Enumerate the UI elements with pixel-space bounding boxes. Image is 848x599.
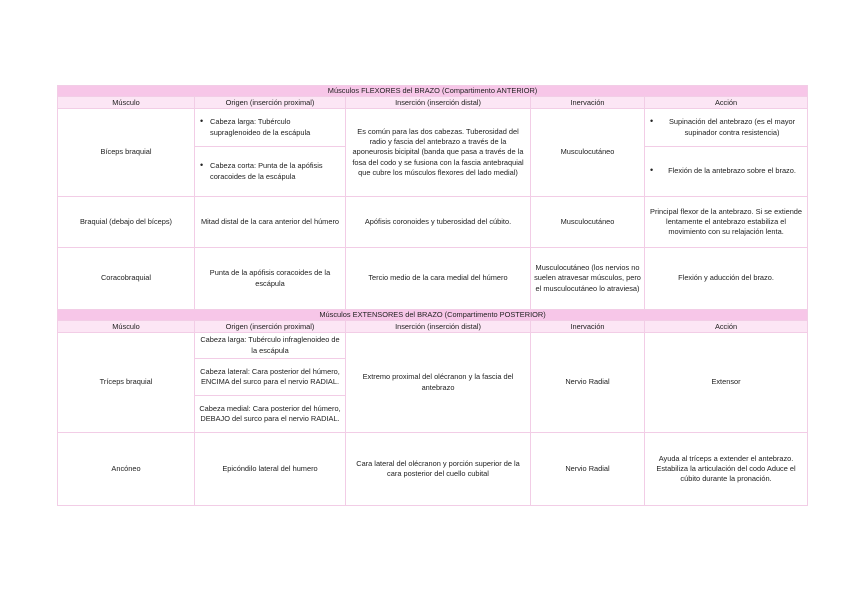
- list-item: • Cabeza corta: Punta de la apófisis coracoides de la escápula: [198, 161, 342, 181]
- origin-cell: Mitad distal de la cara anterior del húmero: [195, 197, 346, 248]
- muscle-table: [57, 85, 808, 506]
- muscle-name: Tríceps braquial: [58, 333, 195, 433]
- header-innervation: Inervación: [531, 97, 645, 109]
- action-cell: Ayuda al tríceps a extender el antebrazo. Estabiliza la articulación del codo Aduce el cúbito durante la pronación.: [645, 433, 808, 506]
- innervation-cell: Musculocutáneo (los nervios no suelen atravesar músculos, pero el musculocutáneo lo atraviesa): [531, 248, 645, 310]
- action-cell: Extensor: [645, 333, 808, 433]
- action-cell: [645, 109, 808, 147]
- header-insertion: Inserción (inserción distal): [346, 321, 531, 333]
- list-item: • Cabeza larga: Tubérculo supraglenoideo de la escápula: [198, 117, 342, 137]
- innervation-cell: Nervio Radial: [531, 333, 645, 433]
- muscle-name: Braquial (debajo del bíceps): [58, 197, 195, 248]
- action-cell: Flexión y aducción del brazo.: [645, 248, 808, 310]
- insertion-cell: Tercio medio de la cara medial del húmero: [346, 248, 531, 310]
- action-cell: Principal flexor de la antebrazo. Si se extiende lentamente el antebrazo estabiliza el movimiento con su relajación lenta.: [645, 197, 808, 248]
- origin-cell: Cabeza lateral: Cara posterior del húmero, ENCIMA del surco para el nervio RADIAL.: [195, 359, 346, 396]
- flexores-title: Músculos FLEXORES del BRAZO (Compartimento ANTERIOR): [58, 86, 808, 97]
- muscle-name: Coracobraquial: [58, 248, 195, 310]
- header-muscle: Músculo: [58, 97, 195, 109]
- table-row: [58, 433, 808, 506]
- innervation-cell: Musculocutáneo: [531, 109, 645, 197]
- header-innervation: Inervación: [531, 321, 645, 333]
- origin-cell: [195, 109, 346, 147]
- insertion-cell: Apófisis coronoides y tuberosidad del cúbito.: [346, 197, 531, 248]
- extensores-header-row: [58, 321, 808, 333]
- header-action: Acción: [645, 97, 808, 109]
- insertion-cell: Es común para las dos cabezas. Tuberosidad del radio y fascia del antebrazo a través de la aponeurosis bicipital (banda que pasa a través de la fosa del codo y se fusiona con la fascia antebraquial que cubre los músculos flexores del lado medial): [346, 109, 531, 197]
- innervation-cell: Musculocutáneo: [531, 197, 645, 248]
- list-item: • Supinación del antebrazo (es el mayor supinador contra resistencia): [648, 117, 804, 137]
- muscle-name: Ancóneo: [58, 433, 195, 506]
- origin-cell: [195, 147, 346, 197]
- muscle-name: Bíceps braquial: [58, 109, 195, 197]
- origin-cell: Cabeza larga: Tubérculo infraglenoideo de la escápula: [195, 333, 346, 359]
- origin-cell: Punta de la apófisis coracoides de la escápula: [195, 248, 346, 310]
- insertion-cell: Extremo proximal del olécranon y la fascia del antebrazo: [346, 333, 531, 433]
- insertion-cell: Cara lateral del olécranon y porción superior de la cara posterior del cuello cubital: [346, 433, 531, 506]
- extensores-title: Músculos EXTENSORES del BRAZO (Compartimento POSTERIOR): [58, 310, 808, 321]
- header-origin: Origen (inserción proximal): [195, 97, 346, 109]
- header-muscle: Músculo: [58, 321, 195, 333]
- header-insertion: Inserción (inserción distal): [346, 97, 531, 109]
- table-row: [58, 197, 808, 248]
- table-row: [58, 109, 808, 147]
- innervation-cell: Nervio Radial: [531, 433, 645, 506]
- header-origin: Origen (inserción proximal): [195, 321, 346, 333]
- flexores-header-row: [58, 97, 808, 109]
- action-cell: [645, 147, 808, 197]
- header-action: Acción: [645, 321, 808, 333]
- origin-cell: Epicóndilo lateral del humero: [195, 433, 346, 506]
- list-item: • Flexión de la antebrazo sobre el brazo.: [648, 166, 804, 176]
- table-row: [58, 248, 808, 310]
- table-row: [58, 333, 808, 359]
- origin-cell: Cabeza medial: Cara posterior del húmero, DEBAJO del surco para el nervio RADIAL.: [195, 396, 346, 433]
